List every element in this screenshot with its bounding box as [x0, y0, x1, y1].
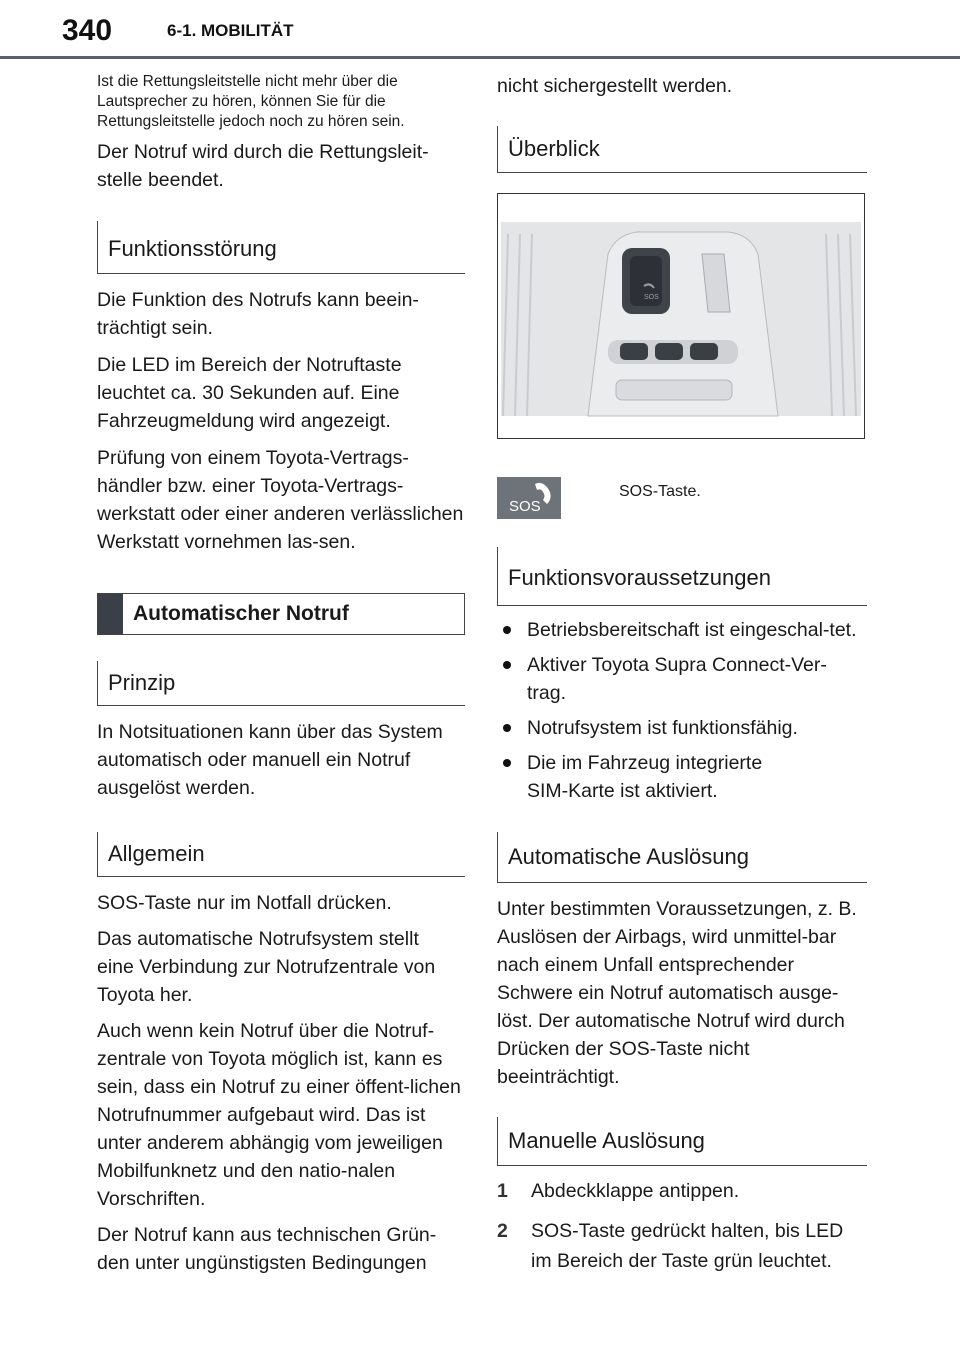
left-column	[97, 72, 465, 1277]
section-heading-funktionsvoraussetzungen	[497, 547, 867, 606]
section-heading-ueberblick	[497, 126, 867, 173]
page-number: 340	[62, 14, 113, 47]
section-heading-automatischer-notruf	[97, 593, 465, 635]
heading-text: Prinzip	[108, 670, 176, 695]
step-number: 1	[497, 1180, 508, 1202]
page-header	[0, 0, 960, 58]
bullet-icon	[503, 661, 511, 669]
bullet-icon	[503, 626, 511, 634]
right-column	[497, 72, 867, 1276]
paragraph: Auch wenn kein Notruf über die Notruf-zentrale von Toyota möglich ist, kann es sein, dass ein Notruf zu einer öffent-lichen Notrufnummer aufgebaut wird. Das ist unter anderem abhängig vom jeweiligen Mobilfunknetz und den natio-nalen Vorschriften.	[97, 1020, 461, 1210]
list-item-text: Betriebsbereitschaft ist eingeschal-tet.	[527, 619, 857, 641]
section-heading-prinzip	[97, 661, 465, 706]
sos-caption: SOS-Taste.	[619, 483, 701, 500]
sos-icon-label: SOS	[509, 498, 541, 515]
list-item	[497, 651, 867, 707]
bullet-icon	[503, 724, 511, 732]
svg-text:SOS: SOS	[644, 294, 659, 301]
section-heading-manuelle-ausloesung	[497, 1117, 867, 1166]
requirements-list	[497, 616, 867, 805]
list-item-text: Notrufsystem ist funktionsfähig.	[527, 717, 798, 739]
heading-text: Allgemein	[108, 841, 205, 866]
list-item	[497, 714, 867, 742]
overhead-console-illustration	[498, 194, 864, 438]
header-divider	[0, 56, 960, 59]
sos-phone-icon	[497, 477, 561, 519]
paragraph: Der Notruf kann aus technischen Grün-den unter ungünstigsten Bedingungen	[97, 1224, 437, 1274]
heading-text: Automatische Auslösung	[508, 844, 749, 869]
bullet-icon	[503, 759, 511, 767]
list-item-text: Aktiver Toyota Supra Connect-Ver-trag.	[527, 654, 827, 704]
section-heading-automatische-ausloesung	[497, 832, 867, 883]
step-item	[497, 1176, 867, 1206]
step-text: Abdeckklappe antippen.	[531, 1180, 740, 1202]
intro-small-text: Ist die Rettungsleitstelle nicht mehr über die Lautsprecher zu hören, können Sie für die Rettungsleitstelle jedoch noch zu hören sein.	[97, 73, 405, 130]
continuation-text: nicht sichergestellt werden.	[497, 75, 733, 97]
heading-accent-bar	[98, 594, 123, 634]
list-item	[497, 749, 867, 805]
paragraph: SOS-Taste nur im Notfall drücken.	[97, 892, 392, 914]
section-heading-allgemein	[97, 832, 465, 877]
step-text: SOS-Taste gedrückt halten, bis LED im Bereich der Taste grün leuchtet.	[531, 1220, 844, 1272]
heading-text: Manuelle Auslösung	[508, 1128, 705, 1153]
heading-text: Funktionsstörung	[108, 236, 277, 261]
list-item	[497, 616, 867, 644]
paragraph: Prüfung von einem Toyota-Vertrags-händler bzw. einer Toyota-Vertrags-werkstatt oder einer anderen verlässlichen Werkstatt vornehmen las-sen.	[97, 447, 464, 553]
section-title: 6-1. MOBILITÄT	[167, 21, 294, 40]
intro-end-text: Der Notruf wird durch die Rettungsleit-stelle beendet.	[97, 141, 429, 191]
list-item-text: Die im Fahrzeug integrierte SIM-Karte ist aktiviert.	[527, 752, 763, 802]
heading-text: Automatischer Notruf	[133, 602, 349, 625]
overhead-console-photo	[497, 193, 865, 439]
steps-list	[497, 1176, 867, 1276]
paragraph: Die LED im Bereich der Notruftaste leuchtet ca. 30 Sekunden auf. Eine Fahrzeugmeldung wird angezeigt.	[97, 354, 402, 432]
step-number: 2	[497, 1220, 508, 1242]
paragraph: Unter bestimmten Voraussetzungen, z. B. Auslösen der Airbags, wird unmittel-bar nach einem Unfall entsprechender Schwere ein Notruf automatisch ausge-löst. Der automatische Notruf wird durch Drücken der SOS-Taste nicht beeinträchtigt.	[497, 898, 857, 1088]
paragraph: Die Funktion des Notrufs kann beein-trächtigt sein.	[97, 289, 419, 339]
sos-legend	[497, 477, 867, 519]
heading-text: Funktionsvoraussetzungen	[508, 565, 771, 590]
step-item	[497, 1216, 867, 1276]
paragraph: Das automatische Notrufsystem stellt eine Verbindung zur Notrufzentrale von Toyota her.	[97, 928, 436, 1006]
section-heading-funktionsstoerung	[97, 221, 465, 274]
heading-text: Überblick	[508, 136, 600, 161]
paragraph: In Notsituationen kann über das System automatisch oder manuell ein Notruf ausgelöst werden.	[97, 721, 443, 799]
